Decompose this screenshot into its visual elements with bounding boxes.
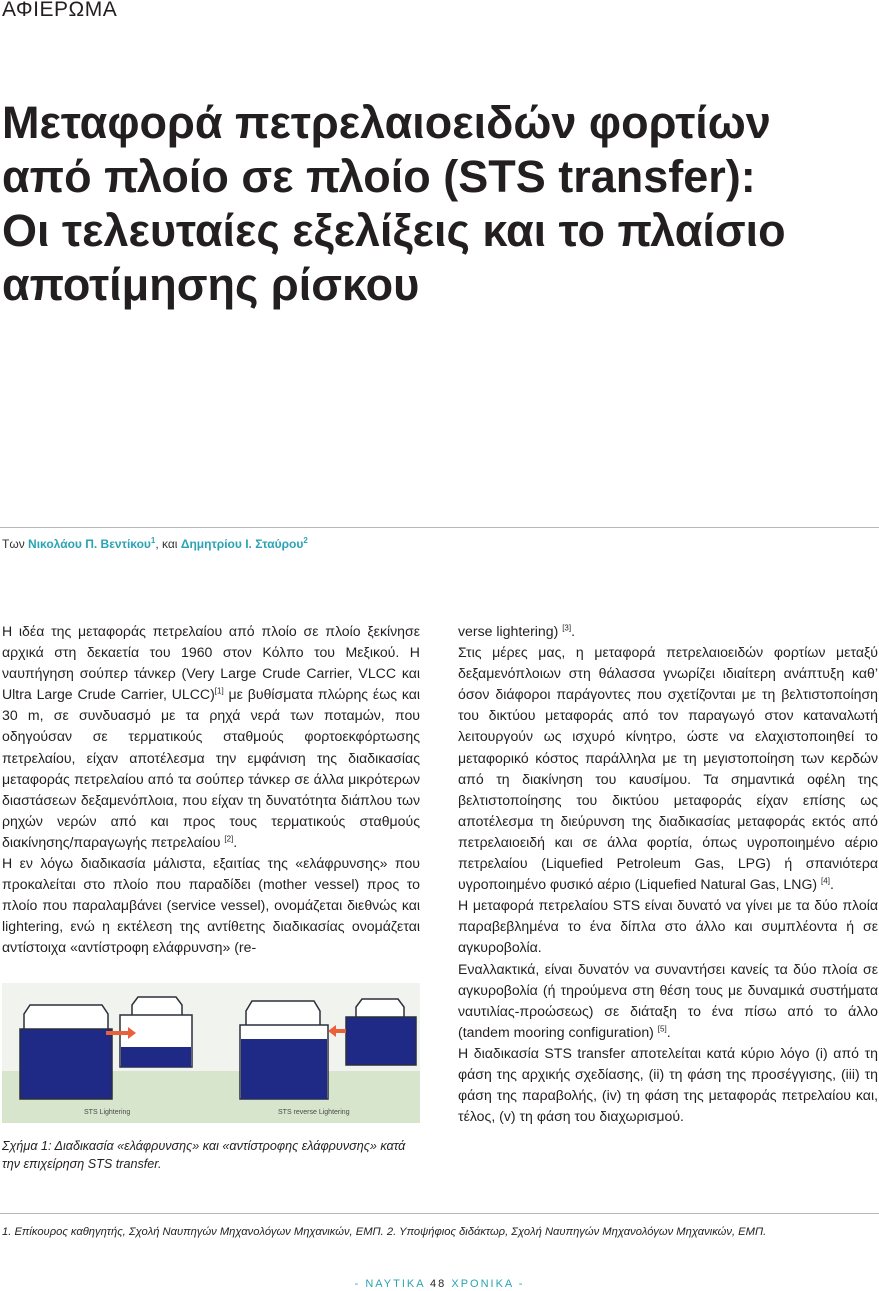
right-column — [458, 621, 878, 1127]
citation-ref: [3] — [562, 623, 572, 633]
footer-magazine-word-1: ΝΑΥΤΙΚΑ — [365, 1278, 425, 1290]
title-line: Μεταφορά πετρελαιοειδών φορτίων — [2, 97, 771, 148]
paragraph: Η εν λόγω διαδικασία μάλιστα, εξαιτίας της «ελάφρυνσης» που προκαλείται στο πλοίο που παραδίδει (mother vessel) προς το πλοίο που παραλαμβάνει (service vessel), ονομάζεται διεθνώς και lightering, ενώ η εκτέλεση της αντίθετης διαδικασίας ονομάζεται αντίστοιχα «αντίστροφη ελάφρυνση» (re- — [2, 855, 420, 956]
author-1 — [28, 537, 155, 551]
byline-divider — [0, 527, 879, 528]
mother-vessel-cargo — [20, 1029, 112, 1099]
paragraph — [458, 959, 878, 1043]
delivering-vessel-deck — [356, 999, 404, 1017]
figure-sts-diagram — [2, 983, 420, 1123]
footnote-divider — [0, 1213, 879, 1214]
paragraph: Η διαδικασία STS transfer αποτελείται κατά κύριο λόγο (i) από τη φάση της αρχικής σχεδίασης, (ii) τη φάση της προσέγγισης, (iii) τη φάση της παραβολής, (iv) τη φάση της μεταφοράς πετρελαίου και, τέλος, (v) τη φάση του διαχωρισμού. — [458, 1044, 878, 1125]
mother-vessel-deck — [24, 1005, 108, 1029]
citation-ref: [5] — [657, 1024, 667, 1034]
citation-ref: [2] — [224, 834, 234, 844]
paragraph-text: με βυθίσματα πλώρης έως και 30 m, σε συνδυασμό με τα ρηχά νερά των ποταμών, που οδηγούσαν σε τερματικούς σταθμούς φορτοεκφόρτωσης πετρελαίου, είχαν αποτέλεσμα την εμφάνιση της διαδικασίας μεταφοράς πετρελαίου από τα σούπερ τάνκερ σε άλλα μικρότερων διαστάσεων δεξαμενόπλοια, που είχαν τη δυνατότητα διάπλου των ρηχών νερών από και προς τους τερματικούς σταθμούς διακίνησης/παραγωγής πετρελαίου — [2, 686, 420, 850]
author-footnotes: 1. Επίκουρος καθηγητής, Σχολή Ναυπηγών Μηχανολόγων Μηχανικών, ΕΜΠ. 2. Υποψήφιος διδάκτωρ, Σχολή Ναυπηγών Μηχανολόγων Μηχανικών, ΕΜΠ. — [2, 1226, 767, 1238]
receiving-vessel-deck — [246, 1001, 320, 1025]
byline-joiner: , και — [155, 537, 178, 551]
transfer-hose — [106, 1031, 128, 1035]
page-number: 48 — [430, 1278, 447, 1290]
title-line: Οι τελευταίες εξελίξεις και το πλαίσιο — [2, 205, 786, 256]
service-vessel-deck — [132, 997, 182, 1015]
paragraph: Η μεταφορά πετρελαίου STS είναι δυνατό να γίνει με τα δύο πλοία παραβεβλημένα το ένα δίπλα στο άλλο και συμπλέοντα ή σε αγκυροβολία. — [458, 897, 878, 956]
paragraph — [2, 621, 420, 853]
figure-caption: Σχήμα 1: Διαδικασία «ελάφρυνσης» και «αντίστροφης ελάφρυνσης» κατά την επιχείρηση STS transfer. — [2, 1139, 406, 1171]
article-title — [2, 96, 872, 312]
punctuation: . — [666, 1023, 671, 1040]
punctuation: . — [829, 876, 834, 893]
receiving-vessel-cargo — [241, 1039, 327, 1099]
paragraph-text: Η ιδέα της μεταφοράς πετρελαίου από πλοίο σε πλοίο ξεκίνησε αρχικά στη δεκαετία του 1960 στον Κόλπο του Μεξικού. Η ναυπήγηση σούπερ τάνκερ (Very Large Crude Carrier, VLCC και Ultra Large Crude Carrier, ULCC) — [2, 623, 420, 703]
paragraph-text: Στις μέρες μας, η μεταφορά πετρελαιοειδών φορτίων μεταξύ δεξαμενόπλοιων στη θάλασσα γνωρίζει ιδιαίτερη ανάπτυξη καθ’ όσον διάφοροι παράγοντες που σχετίζονται με τη βελτιστοποίηση του δικτύου μεταφοράς από τον παραγωγό στον καταναλωτή λειτουργούν ως ισχυρό κίνητρο, ώστε να ελαχιστοποιηθεί το μεταφορικό κόστος παράλληλα με τη μεγιστοποίηση των κερδών από τη διακίνηση του καυσίμου. Τα σημαντικά οφέλη της βελτιστοποίησης του δικτύου μεταφοράς είχαν επίσης ως αποτέλεσμα τη διεύρυνση της διαδικασίας μεταφοράς εκτός από πετρελαιοειδή και σε άλλα φορτία, όπως υγροποιημένο αέριο πετρελαίου (Liquefied Petroleum Gas, LPG) ή σπανιότερα υγροποιημένο φυσικό αέριο (Liquefied Natural Gas, LNG) — [458, 644, 878, 893]
page-footer — [0, 1278, 879, 1290]
byline — [2, 536, 308, 551]
footer-dash: - — [354, 1278, 361, 1290]
left-column — [2, 621, 420, 959]
author-1-name: Νικολάου Π. Βεντίκου — [28, 537, 151, 551]
punctuation: . — [233, 833, 238, 850]
transfer-arrow-icon — [328, 1025, 336, 1037]
paragraph-text: verse lightering) — [458, 623, 559, 639]
paragraph-text: Εναλλακτικά, είναι δυνατόν να συναντήσει κανείς τα δύο πλοία σε αγκυροβολία (ή τηρούμενα στη θέση τους με δυναμικά συστήματα ναυτιλίας-προώσεως) σε διάταξη το ένα πίσω από το άλλο (tandem mooring configuration) — [458, 960, 878, 1040]
footer-magazine-word-2: ΧΡΟΝΙΚΑ — [451, 1278, 514, 1290]
label-lightering: STS Lightering — [84, 1109, 131, 1116]
title-line: από πλοίο σε πλοίο (STS transfer): — [2, 151, 756, 202]
author-2-name: Δημητρίου Ι. Σταύρου — [180, 537, 304, 551]
citation-ref: [4] — [821, 876, 830, 886]
footer-dash: - — [518, 1278, 525, 1290]
sts-diagram — [2, 983, 420, 1123]
author-1-ref: 1 — [150, 536, 156, 545]
byline-prefix: Των — [2, 537, 25, 551]
paragraph — [458, 642, 878, 895]
delivering-vessel-cargo — [346, 1017, 416, 1065]
punctuation: . — [571, 623, 576, 639]
citation-ref: [1] — [214, 686, 224, 696]
section-label: ΑΦΙΕΡΩΜΑ — [2, 0, 118, 21]
paragraph — [458, 621, 878, 642]
label-reverse-lightering: STS reverse Lightering — [278, 1109, 350, 1116]
title-line: αποτίμησης ρίσκου — [2, 259, 420, 310]
service-vessel-cargo — [121, 1047, 191, 1067]
author-2 — [181, 537, 308, 551]
author-2-ref: 2 — [303, 536, 308, 545]
